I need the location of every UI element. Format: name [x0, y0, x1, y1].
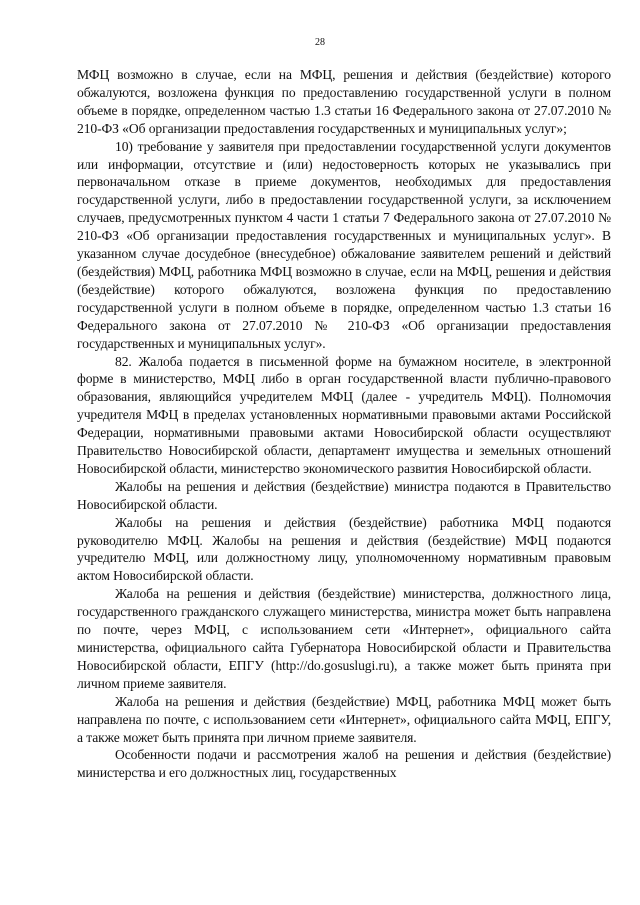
- paragraph-item-10: 10) требование у заявителя при предоставлении государственной услуги документов или информации, отсутствие и (или) недостоверность которых не указывались при первоначальном отказе в приеме документов, необходимых для предоставления государственной услуги, либо в предоставлении государственной услуги, за исключением случаев, предусмотренных пунктом 4 части 1 статьи 7 Федерального закона от 27.07.2010 № 210-ФЗ «Об организации предоставления государственных и муниципальных услуг». В указанном случае досудебное (внесудебное) обжалование заявителем решений и действий (бездействия) МФЦ, работника МФЦ возможно в случае, если на МФЦ, решения и действия (бездействие) которого обжалуются, возложена функция по предоставлению государственной услуги в полном объеме в порядке, определенном частью 1.3 статьи 16 Федерального закона от 27.07.2010 № 210-ФЗ «Об организации предоставления государственных и муниципальных услуг».: [77, 138, 611, 351]
- paragraph-features: Особенности подачи и рассмотрения жалоб на решения и действия (бездействие) министерства и его должностных лиц, государственных: [77, 747, 611, 781]
- page-number: 28: [315, 37, 325, 48]
- document-body: [77, 66, 611, 782]
- paragraph-continuation: МФЦ возможно в случае, если на МФЦ, решения и действия (бездействие) которого обжалуются, возложена функция по предоставлению государственной услуги в полном объеме в порядке, определенном частью 1.3 статьи 16 Федерального закона от 27.07.2010 № 210-ФЗ «Об организации предоставления государственных и муниципальных услуг»;: [77, 67, 611, 136]
- paragraph-complaint-mfc-channels: Жалоба на решения и действия (бездействие) МФЦ, работника МФЦ может быть направлена по почте, с использованием сети «Интернет», официального сайта МФЦ, ЕПГУ, а также может быть принята при личном приеме заявителя.: [77, 693, 611, 745]
- paragraph-complaint-ministry-channels: Жалоба на решения и действия (бездействие) министерства, должностного лица, государственного гражданского служащего министерства, министра может быть направлена по почте, через МФЦ, с использованием сети «Интернет», официального сайта министерства, официального сайта Губернатора Новосибирской области и Правительства Новосибирской области, ЕПГУ (http://do.gosuslugi.ru), а также может быть принята при личном приеме заявителя.: [77, 586, 611, 691]
- paragraph-complaints-mfc-worker: Жалобы на решения и действия (бездействие) работника МФЦ подаются руководителю МФЦ. Жалобы на решения и действия (бездействие) МФЦ подаются учредителю МФЦ, или должностному лицу, уполномоченному нормативным правовым актом Новосибирской области.: [77, 514, 611, 584]
- paragraph-item-82: 82. Жалоба подается в письменной форме на бумажном носителе, в электронной форме в министерство, МФЦ либо в орган государственной власти публично-правового образования, являющийся учредителем МФЦ (далее - учредитель МФЦ). Полномочия учредителя МФЦ в пределах установленных нормативными правовыми актами Российской Федерации, нормативными правовыми актами Новосибирской области осуществляют Правительство Новосибирской области, департамент имущества и земельных отношений Новосибирской области, министерство экономического развития Новосибирской области.: [77, 353, 611, 476]
- paragraph-complaints-minister: Жалобы на решения и действия (бездействие) министра подаются в Правительство Новосибирской области.: [77, 478, 611, 512]
